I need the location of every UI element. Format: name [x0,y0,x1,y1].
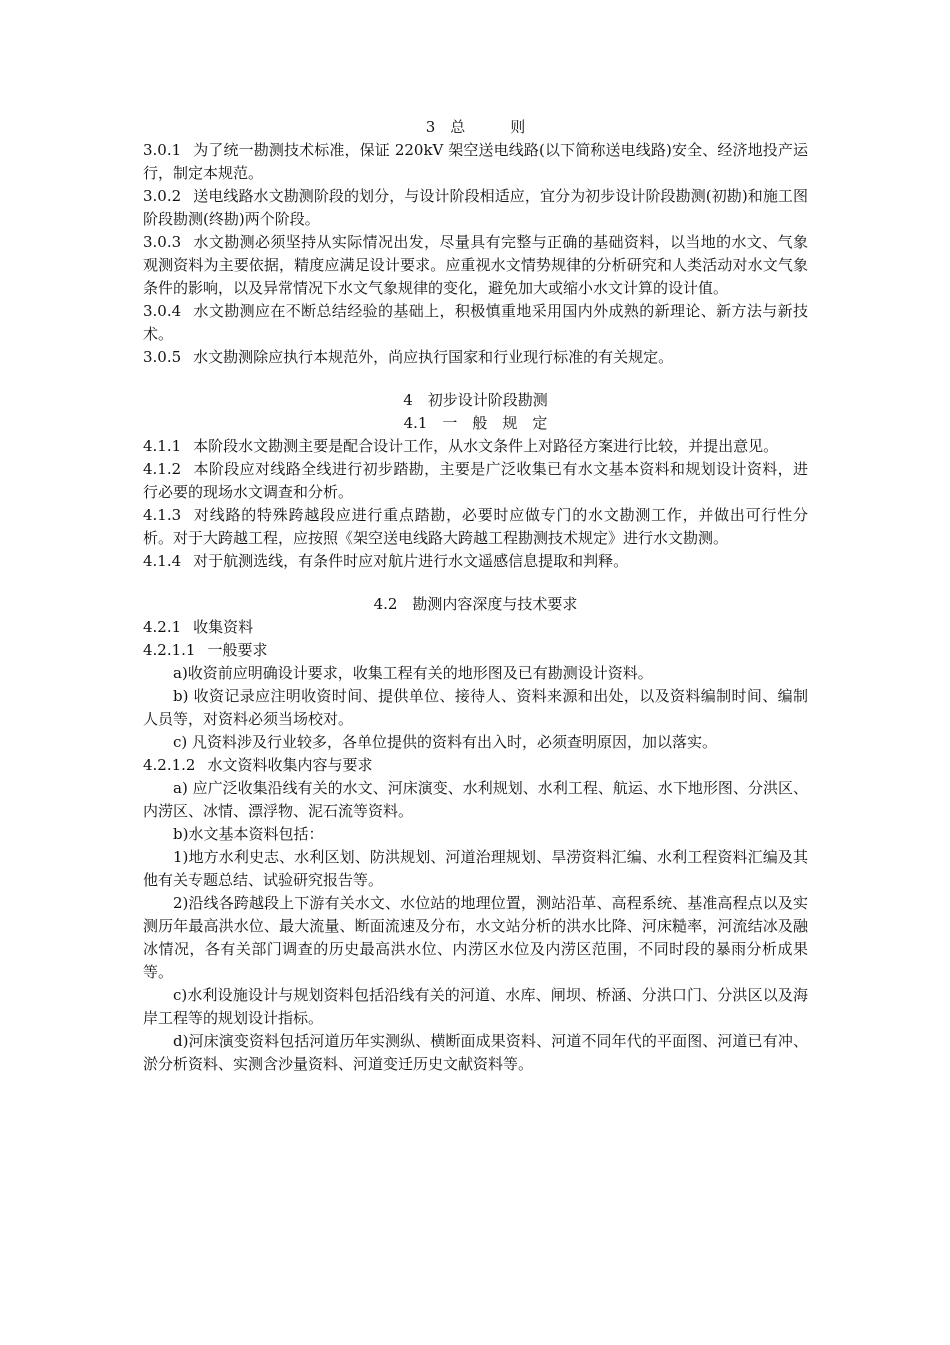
clause-text: 为了统一勘测技术标准，保证 220kV 架空送电线路(以下简称送电线路)安全、经济地投产运行，制定本规范。 [143,141,808,182]
subsection-4-2-1-2 [143,754,808,777]
paragraph-c: c) 凡资料涉及行业较多，各单位提供的资料有出入时，必须查明原因，加以落实。 [173,733,718,751]
clause-number: 4.2.1.2 [143,756,196,774]
clause-number: 4.1.1 [143,437,182,455]
clause-number: 4.2.1.1 [143,641,196,659]
clause-number: 3.0.2 [143,187,182,205]
section-4-1-heading: 4.1 一 般 规 定 [403,414,548,432]
paragraph-b: b) 收资记录应注明收资时间、提供单位、接待人、资料来源和出处，以及资料编制时间、编制人员等，对资料必须当场校对。 [143,687,808,728]
clause-text: 水文勘测必须坚持从实际情况出发，尽量具有完整与正确的基础资料，以当地的水文、气象观测资料为主要依据，精度应满足设计要求。应重视水文情势规律的分析研究和人类活动对水文气象条件的影响，以及异常情况下水文气象规律的变化，避免加大或缩小水文计算的设计值。 [143,233,808,297]
clause-4-1-4 [143,550,808,573]
clause-3-0-5 [143,346,808,369]
subsection-4-2-1 [143,616,808,639]
clause-4-1-3 [143,504,808,550]
subsection-4-2-1-1 [143,639,808,662]
clause-3-0-4 [143,300,808,346]
paragraph-b1: 1)地方水利史志、水利区划、防洪规划、河道治理规划、旱涝资料汇编、水利工程资料汇编及其他有关专题总结、试验研究报告等。 [143,848,808,889]
clause-number: 3.0.1 [143,141,182,159]
paragraph-b: b)水文基本资料包括： [173,825,324,843]
paragraph-d: d)河床演变资料包括河道历年实测纵、横断面成果资料、河道不同年代的平面图、河道已有冲、淤分析资料、实测含沙量资料、河道变迁历史文献资料等。 [143,1032,808,1073]
clause-text: 水文勘测除应执行本规范外，尚应执行国家和行业现行标准的有关规定。 [193,348,674,366]
clause-3-0-2 [143,185,808,231]
clause-number: 4.1.3 [143,506,182,524]
clause-number: 3.0.4 [143,302,182,320]
clause-number: 3.0.5 [143,348,182,366]
clause-3-0-3 [143,231,808,300]
spacer [143,573,808,593]
clause-number: 3.0.3 [143,233,182,251]
clause-4-1-1 [143,435,808,458]
paragraph-a: a)收资前应明确设计要求，收集工程有关的地形图及已有勘测设计资料。 [173,664,653,682]
clause-text: 水文资料收集内容与要求 [207,756,373,774]
paragraph-c: c)水利设施设计与规划资料包括沿线有关的河道、水库、闸坝、桥涵、分洪口门、分洪区以及海岸工程等的规划设计指标。 [143,986,808,1027]
clause-text: 送电线路水文勘测阶段的划分，与设计阶段相适应，宜分为初步设计阶段勘测(初勘)和施工图阶段勘测(终勘)两个阶段。 [143,187,808,228]
chapter-3-heading: 3 总 则 [425,118,526,136]
section-4-2-heading: 4.2 勘测内容深度与技术要求 [373,595,578,613]
clause-text: 本阶段水文勘测主要是配合设计工作，从水文条件上对路径方案进行比较，并提出意见。 [193,437,779,455]
document-page [143,116,808,1076]
spacer [143,369,808,389]
clause-text: 本阶段应对线路全线进行初步踏勘，主要是广泛收集已有水文基本资料和规划设计资料，进行必要的现场水文调查和分析。 [143,460,808,501]
clause-3-0-1 [143,139,808,185]
clause-text: 对于航测选线，有条件时应对航片进行水文遥感信息提取和判释。 [193,552,629,570]
clause-text: 收集资料 [193,618,254,636]
clause-number: 4.1.4 [143,552,182,570]
clause-number: 4.2.1 [143,618,182,636]
clause-4-1-2 [143,458,808,504]
clause-text: 一般要求 [207,641,268,659]
clause-text: 对线路的特殊跨越段应进行重点踏勘，必要时应做专门的水文勘测工作，并做出可行性分析。对于大跨越工程，应按照《架空送电线路大跨越工程勘测技术规定》进行水文勘测。 [143,506,808,547]
clause-text: 水文勘测应在不断总结经验的基础上，积极慎重地采用国内外成熟的新理论、新方法与新技术。 [143,302,808,343]
chapter-4-heading: 4 初步设计阶段勘测 [403,391,548,409]
paragraph-b2: 2)沿线各跨越段上下游有关水文、水位站的地理位置，测站沿革、高程系统、基准高程点以及实测历年最高洪水位、最大流量、断面流速及分布，水文站分析的洪水比降、河床糙率，河流结冰及融冰情况，各有关部门调查的历史最高洪水位、内涝区水位及内涝区范围，不同时段的暴雨分析成果等。 [143,894,808,981]
paragraph-a: a) 应广泛收集沿线有关的水文、河床演变、水利规划、水利工程、航运、水下地形图、分洪区、内涝区、冰情、漂浮物、泥石流等资料。 [143,779,808,820]
clause-number: 4.1.2 [143,460,182,478]
